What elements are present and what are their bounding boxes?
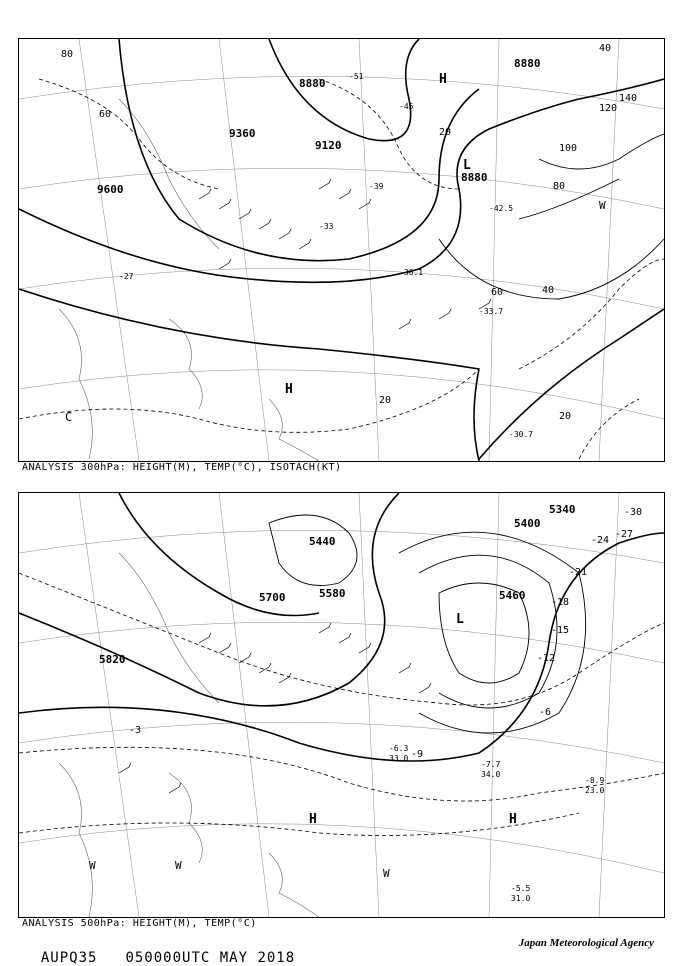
isotach-label-3: 40 (599, 43, 612, 54)
height-label-5: 9600 (97, 183, 124, 196)
low-pressure-marker: L (463, 158, 471, 173)
high-pressure-marker: H (439, 72, 447, 87)
temp-label-6: -15 (551, 625, 570, 636)
map-300hpa-svg (19, 39, 664, 461)
isotach-label-7: 140 (619, 93, 638, 104)
map-panel-300hpa (18, 38, 665, 462)
height-label-2: 5460 (499, 589, 526, 602)
height-label-2: 8880 (514, 57, 541, 70)
temp-label-7: -12 (537, 653, 556, 664)
coastlines (59, 99, 319, 461)
isotach-label-8: 80 (553, 181, 566, 192)
height-label-6: 5440 (309, 535, 336, 548)
coastlines (59, 553, 319, 917)
temp-label-9: -6 (539, 707, 552, 718)
isotach-label-2: 60 (99, 109, 112, 120)
isotach-label-9: 60 (491, 287, 504, 298)
station-value-4: 31.0 (511, 894, 531, 903)
height-label-1: 5340 (549, 503, 576, 516)
temp-label-1: -30 (624, 507, 643, 518)
station-value-1: -7.7 (481, 760, 501, 769)
footer-chart-id (22, 934, 295, 966)
station-value-8: 33.0 (389, 754, 409, 763)
temp-label-5: -18 (551, 597, 570, 608)
temp-label-4: -51 (349, 72, 364, 81)
height-label-1: 8880 (299, 77, 326, 90)
isotach-label-1: 80 (61, 49, 74, 60)
height-label-7: 5400 (514, 517, 541, 530)
station-value-3: -5.5 (511, 884, 531, 893)
station-value-7: -6.3 (389, 744, 409, 753)
temp-label-3: -45 (399, 102, 414, 111)
wind-barbs (199, 179, 491, 329)
isotach-label-11: 20 (379, 395, 392, 406)
temp-label-5: -27 (119, 272, 134, 281)
isotach-label-10: 40 (542, 285, 555, 296)
bottom-panel-caption: ANALYSIS 500hPa: HEIGHT(M), TEMP(°C) (22, 918, 257, 929)
height-contours (19, 39, 664, 461)
temp-label-8: -42.5 (489, 204, 514, 213)
temp-label-8: -9 (411, 749, 424, 760)
height-label-3: 5580 (319, 587, 346, 600)
temp-label-10: -3 (129, 725, 142, 736)
warm-marker-1: W (89, 859, 96, 872)
temp-label-6: -30.7 (509, 430, 534, 439)
temp-label-7: -33.7 (479, 307, 504, 316)
station-value-6: 23.0 (585, 786, 605, 795)
warm-marker-3: W (383, 867, 390, 880)
isotach-label-5: 100 (559, 143, 578, 154)
warm-marker: W (599, 199, 606, 212)
height-label-5: 5820 (99, 653, 126, 666)
map-panel-500hpa (18, 492, 665, 918)
high-pressure-marker-2: H (285, 382, 293, 397)
isotach-label-12: 20 (559, 411, 572, 422)
chart-code: AUPQ35 (40, 950, 98, 966)
high-pressure-marker: H (309, 812, 317, 827)
height-label-4: 9360 (229, 127, 256, 140)
temp-label-2: -39 (369, 182, 384, 191)
high-pressure-marker-2: H (509, 812, 517, 827)
isotach-label-4: 20 (439, 127, 452, 138)
cold-marker: C (65, 410, 73, 424)
temp-label-2: -27 (615, 529, 634, 540)
chart-datetime: 050000UTC MAY 2018 (125, 950, 296, 966)
warm-marker-2: W (175, 859, 182, 872)
station-value-2: 34.0 (481, 770, 501, 779)
wind-barbs (119, 623, 431, 793)
temp-label-9: -36.1 (399, 268, 424, 277)
height-label-6: 8880 (461, 171, 488, 184)
height-label-4: 5700 (259, 591, 286, 604)
station-value-5: -8.9 (585, 776, 605, 785)
height-label-3: 9120 (315, 139, 342, 152)
isotach-label-6: 120 (599, 103, 618, 114)
lat-lon-grid (19, 493, 664, 917)
low-pressure-marker: L (456, 612, 464, 627)
isotherms (19, 573, 664, 836)
temp-label-1: -33 (319, 222, 334, 231)
map-500hpa-svg (19, 493, 664, 917)
temp-label-4: -21 (569, 567, 588, 578)
temp-label-3: -24 (591, 535, 610, 546)
top-panel-caption: ANALYSIS 300hPa: HEIGHT(M), TEMP(°C), ISOTACH(KT) (22, 462, 342, 473)
agency-credit: Japan Meteorological Agency (518, 937, 654, 949)
